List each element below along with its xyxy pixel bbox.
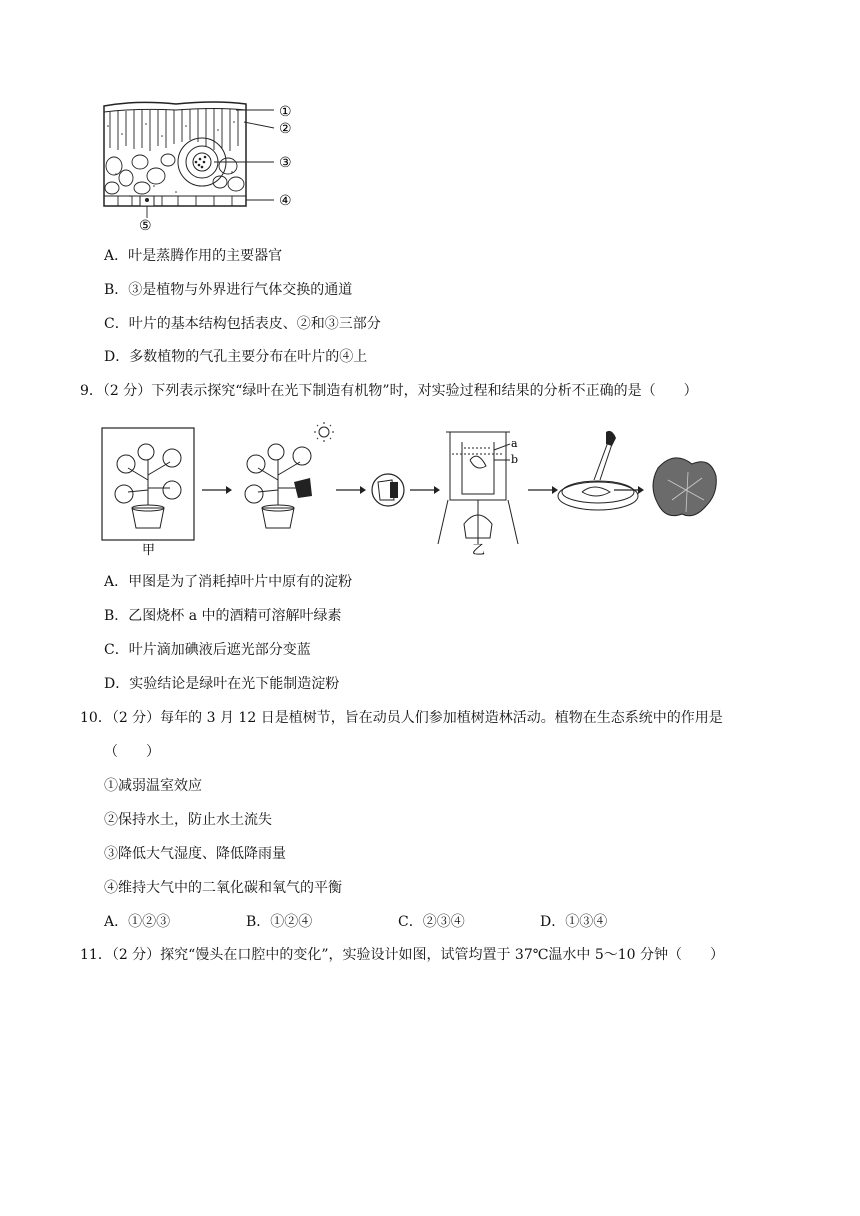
- leaf-cross-section-figure: [96, 96, 316, 236]
- label-3: ③: [279, 155, 292, 171]
- q10-option-b: B．①②④: [246, 914, 313, 930]
- label-jia: 甲: [142, 543, 156, 558]
- q10-option-c: C．②③④: [398, 914, 465, 930]
- q8-option-d: D．多数植物的气孔主要分布在叶片的④上: [104, 349, 368, 365]
- q9-option-c: C．叶片滴加碘液后遮光部分变蓝: [104, 642, 311, 658]
- q10-option-a: A．①②③: [104, 914, 171, 930]
- q11-stem: 11．（2 分）探究“馒头在口腔中的变化”，实验设计如图，试管均置于 37℃温水中 5～10 分钟（ ）: [80, 947, 725, 963]
- label-b: b: [511, 453, 519, 466]
- label-2: ②: [279, 121, 292, 137]
- photosynthesis-experiment-figure: [98, 420, 738, 560]
- q10-stem-line2: （ ）: [104, 744, 160, 760]
- q9-option-a: A．甲图是为了消耗掉叶片中原有的淀粉: [104, 574, 353, 590]
- q8-option-c: C．叶片的基本结构包括表皮、②和③三部分: [104, 316, 381, 332]
- label-a: a: [511, 437, 518, 450]
- q10-stem-line1: 10．（2 分）每年的 3 月 12 日是植树节，旨在动员人们参加植树造林活动。植物在生态系统中的作用是: [80, 710, 723, 726]
- label-1: ①: [279, 104, 292, 120]
- q10-statement-3: ③降低大气湿度、降低降雨量: [104, 846, 286, 862]
- q9-option-d: D．实验结论是绿叶在光下能制造淀粉: [104, 676, 340, 692]
- q8-option-a: A．叶是蒸腾作用的主要器官: [104, 248, 283, 264]
- q9-option-b: B．乙图烧杯 a 中的酒精可溶解叶绿素: [104, 608, 342, 624]
- label-4: ④: [279, 193, 292, 209]
- label-yi: 乙: [472, 543, 486, 558]
- label-5: ⑤: [139, 218, 152, 234]
- q9-stem: 9．（2 分）下列表示探究“绿叶在光下制造有机物”时，对实验过程和结果的分析不正确的是（ ）: [80, 383, 698, 399]
- q10-option-d: D．①③④: [540, 914, 608, 930]
- q10-statement-4: ④维持大气中的二氧化碳和氧气的平衡: [104, 880, 342, 896]
- q10-statement-2: ②保持水土，防止水土流失: [104, 812, 272, 828]
- q10-statement-1: ①减弱温室效应: [104, 778, 202, 794]
- q8-option-b: B．③是植物与外界进行气体交换的通道: [104, 282, 353, 298]
